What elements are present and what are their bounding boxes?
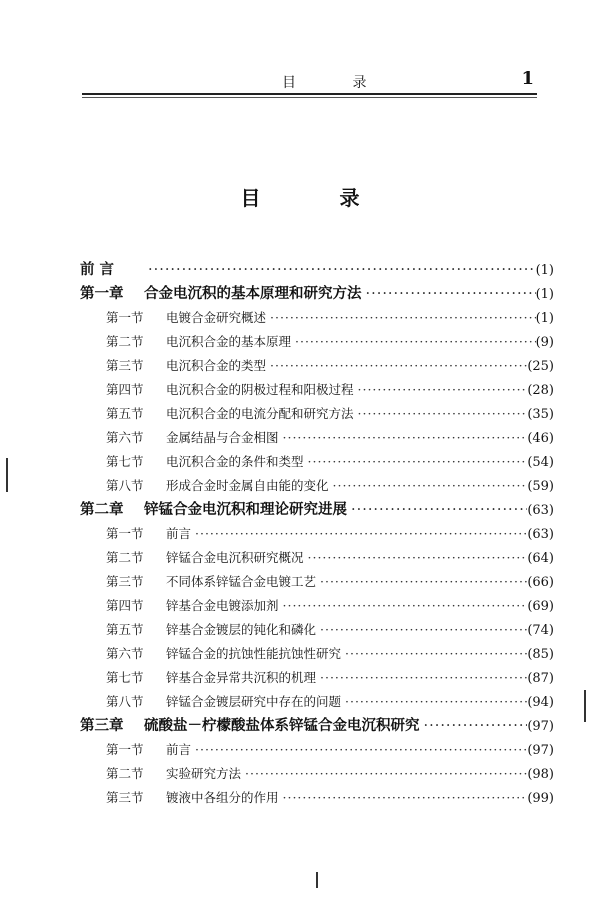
toc-leader-dots: [329, 474, 528, 498]
toc-entry-label: 第七节: [106, 454, 144, 469]
toc-leader-dots: [291, 330, 536, 354]
toc-chapter-entry: [80, 498, 554, 522]
toc-leader-dots: [279, 426, 528, 450]
toc-section-entry: [80, 426, 554, 450]
toc-entry-label: 第四节: [106, 382, 144, 397]
toc-entry-title: 前言: [166, 742, 192, 757]
toc-entry-page: (97): [527, 743, 554, 758]
toc-entry-label: 第二节: [106, 766, 144, 781]
toc-entry-label: 第七节: [106, 670, 144, 685]
toc-entry-label: 第三节: [106, 790, 144, 805]
toc-entry-page: (99): [527, 791, 554, 806]
toc-entry-label: 第一节: [106, 526, 144, 541]
toc-entry-title: 实验研究方法: [166, 766, 242, 781]
toc-entry-label: 第五节: [106, 622, 144, 637]
toc-entry-page: (85): [527, 647, 554, 662]
toc-entry-page: (64): [527, 551, 554, 566]
toc-leader-dots: [241, 762, 527, 786]
toc-leader-dots: [144, 258, 536, 282]
toc-entry-page: (63): [527, 503, 554, 518]
toc-entry-label: 第二节: [106, 334, 144, 349]
toc-entry-title: 锌锰合金电沉积和理论研究进展: [144, 501, 347, 518]
toc-section-entry: [80, 762, 554, 786]
toc-entry-label: 第三节: [106, 574, 144, 589]
toc-chapter-entry: [80, 282, 554, 306]
toc-entry-title: 锌锰合金的抗蚀性能抗蚀性研究: [166, 646, 342, 661]
toc-entry-label: 前 言: [80, 261, 115, 278]
toc-leader-dots: [266, 354, 527, 378]
toc-entry-page: (94): [527, 695, 554, 710]
scan-margin-mark: [316, 872, 318, 888]
toc-entry-page: (46): [527, 431, 554, 446]
toc-entry-label: 第四节: [106, 598, 144, 613]
toc-section-entry: [80, 570, 554, 594]
toc-section-entry: [80, 402, 554, 426]
page-title: 目 录: [240, 186, 396, 210]
toc-entry-title: 电沉积合金的电流分配和研究方法: [166, 406, 354, 421]
toc-leader-dots: [316, 666, 527, 690]
scan-margin-mark: [584, 690, 586, 722]
toc-entry-title: 镀液中各组分的作用: [166, 790, 279, 805]
toc-leader-dots: [341, 690, 527, 714]
toc-section-entry: [80, 594, 554, 618]
toc-leader-dots: [354, 402, 528, 426]
toc-entry-title: 金属结晶与合金相图: [166, 430, 279, 445]
toc-chapter-entry: [80, 258, 554, 282]
toc-section-entry: [80, 618, 554, 642]
toc-entry-title: 锌基合金镀层的钝化和磷化: [166, 622, 317, 637]
toc-entry-label: 第六节: [106, 430, 144, 445]
toc-entry-title: 前言: [166, 526, 192, 541]
toc-leader-dots: [279, 594, 528, 618]
toc-leader-dots: [191, 522, 527, 546]
toc-entry-title: 电沉积合金的基本原理: [166, 334, 292, 349]
scan-margin-mark: [6, 458, 8, 492]
toc-section-entry: [80, 474, 554, 498]
toc-entry-title: 硫酸盐－柠檬酸盐体系锌锰合金电沉积研究: [144, 717, 420, 734]
toc-entry-page: (63): [527, 527, 554, 542]
toc-entry-page: (1): [535, 287, 554, 302]
toc-entry-title: 不同体系锌锰合金电镀工艺: [166, 574, 317, 589]
toc-entry-label: 第三节: [106, 358, 144, 373]
toc-entry-label: 第三章: [80, 717, 124, 734]
toc-entry-title: 合金电沉积的基本原理和研究方法: [144, 285, 362, 302]
toc-section-entry: [80, 330, 554, 354]
toc-section-entry: [80, 450, 554, 474]
toc-leader-dots: [191, 738, 527, 762]
toc-entry-page: (66): [527, 575, 554, 590]
toc-section-entry: [80, 642, 554, 666]
toc-section-entry: [80, 666, 554, 690]
toc-entry-label: 第八节: [106, 478, 144, 493]
toc-leader-dots: [316, 618, 527, 642]
header-rule-thick: [82, 93, 537, 95]
toc-entry-label: 第一节: [106, 742, 144, 757]
toc-section-entry: [80, 522, 554, 546]
toc-entry-title: 锌基合金异常共沉积的机理: [166, 670, 317, 685]
toc-entry-label: 第一章: [80, 285, 124, 302]
toc-leader-dots: [304, 450, 528, 474]
toc-section-entry: [80, 738, 554, 762]
toc-entry-title: 电沉积合金的类型: [166, 358, 267, 373]
toc-leader-dots: [279, 786, 528, 810]
toc-entry-label: 第二节: [106, 550, 144, 565]
toc-entry-page: (59): [527, 479, 554, 494]
toc-entry-page: (9): [535, 335, 554, 350]
toc-entry-title: 电沉积合金的阴极过程和阳极过程: [166, 382, 354, 397]
toc-entry-label: 第五节: [106, 406, 144, 421]
toc-entry-page: (87): [527, 671, 554, 686]
toc-section-entry: [80, 546, 554, 570]
running-head-page-number: 1: [521, 68, 534, 89]
toc-leader-dots: [266, 306, 536, 330]
toc-entry-title: 锌锰合金镀层研究中存在的问题: [166, 694, 342, 709]
toc-entry-page: (25): [527, 359, 554, 374]
toc-entry-title: 锌基合金电镀添加剂: [166, 598, 279, 613]
toc-entry-label: 第二章: [80, 501, 124, 518]
toc-leader-dots: [316, 570, 527, 594]
toc-section-entry: [80, 690, 554, 714]
toc-entry-page: (1): [535, 263, 554, 278]
table-of-contents: [80, 258, 554, 810]
toc-section-entry: [80, 786, 554, 810]
toc-leader-dots: [354, 378, 528, 402]
toc-entry-label: 第六节: [106, 646, 144, 661]
toc-chapter-entry: [80, 714, 554, 738]
toc-entry-page: (28): [527, 383, 554, 398]
toc-entry-label: 第八节: [106, 694, 144, 709]
toc-entry-page: (54): [527, 455, 554, 470]
toc-section-entry: [80, 354, 554, 378]
toc-entry-page: (98): [527, 767, 554, 782]
toc-entry-page: (1): [535, 311, 554, 326]
toc-entry-page: (69): [527, 599, 554, 614]
toc-leader-dots: [362, 282, 536, 306]
toc-entry-page: (35): [527, 407, 554, 422]
running-head-title: 目 录: [282, 75, 393, 91]
toc-entry-label: 第一节: [106, 310, 144, 325]
toc-entry-title: 电沉积合金的条件和类型: [166, 454, 304, 469]
toc-entry-title: 电镀合金研究概述: [166, 310, 267, 325]
toc-leader-dots: [420, 714, 528, 738]
toc-entry-title: 锌锰合金电沉积研究概况: [166, 550, 304, 565]
header-rule-thin: [82, 97, 537, 98]
toc-section-entry: [80, 378, 554, 402]
toc-leader-dots: [341, 642, 527, 666]
toc-entry-title: 形成合金时金属自由能的变化: [166, 478, 329, 493]
toc-leader-dots: [304, 546, 528, 570]
toc-leader-dots: [347, 498, 527, 522]
toc-entry-page: (74): [527, 623, 554, 638]
toc-section-entry: [80, 306, 554, 330]
toc-entry-page: (97): [527, 719, 554, 734]
running-head: [82, 70, 534, 92]
